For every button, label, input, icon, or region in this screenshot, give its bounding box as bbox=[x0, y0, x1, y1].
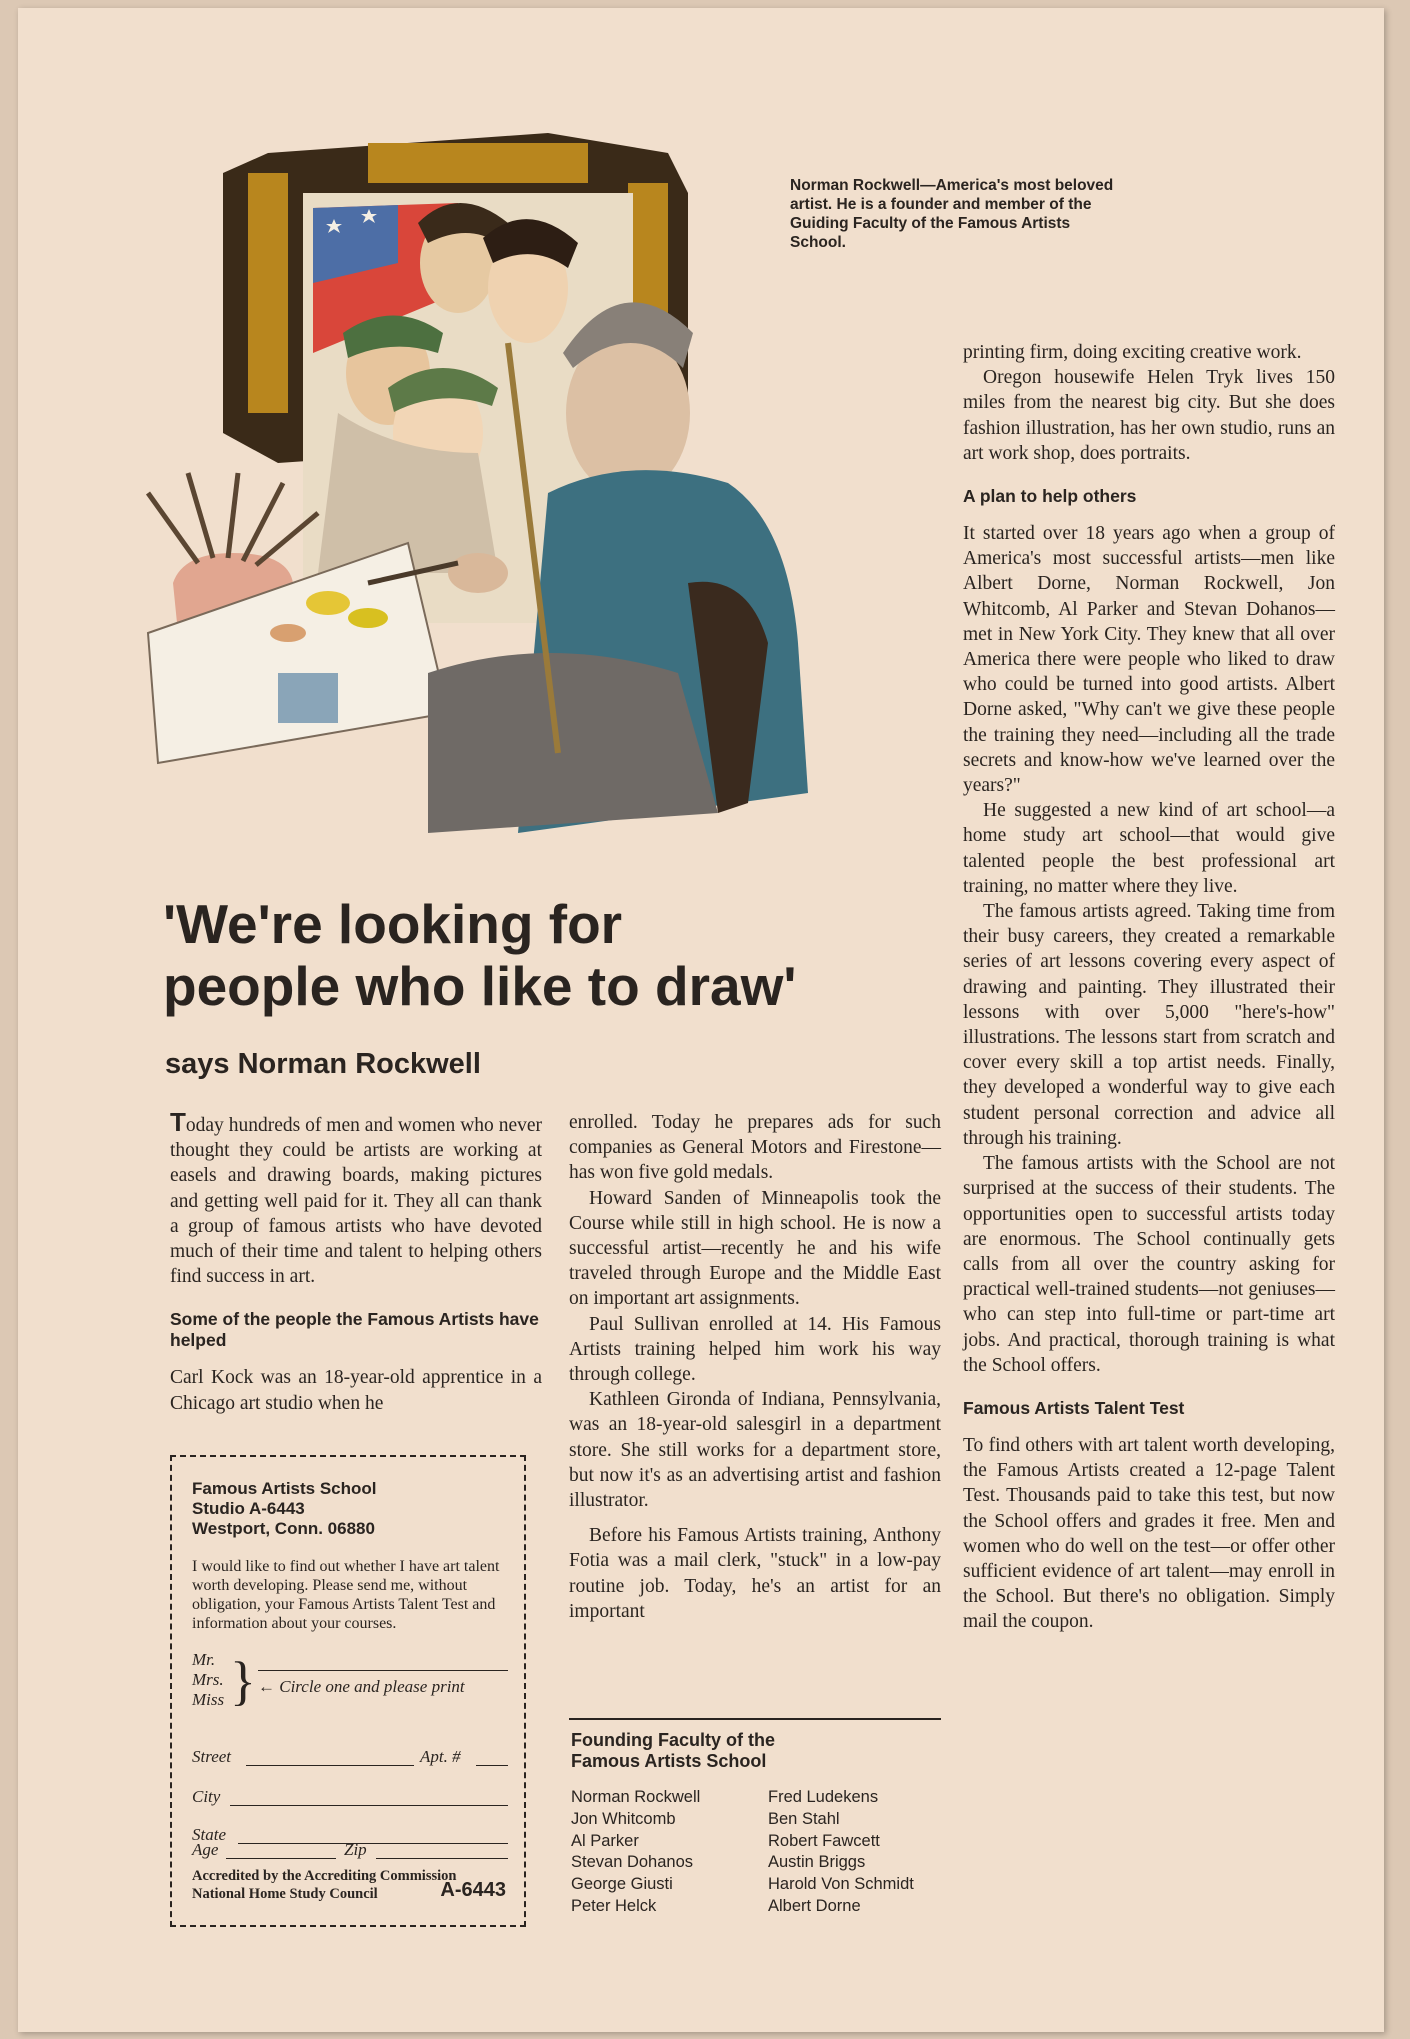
headline-line-1: 'We're looking for bbox=[163, 893, 623, 955]
mail-in-coupon[interactable] bbox=[170, 1455, 526, 1927]
section-heading-people-helped: Some of the people the Famous Artists have helped bbox=[170, 1309, 539, 1351]
paragraph-howard-sanden: Howard Sanden of Minneapolis took the Course while still in high school. He is now a successful artist—recently he and his wife traveled through Europe and the Middle East on important art assignments. bbox=[569, 1187, 941, 1310]
faculty-name: Stevan Dohanos bbox=[571, 1853, 694, 1872]
title-mr[interactable]: Mr. bbox=[192, 1650, 216, 1669]
accreditation-line-1: Accredited by the Accrediting Commission bbox=[192, 1868, 457, 1884]
apt-label: Apt. # bbox=[420, 1747, 461, 1766]
paragraph-helen-tryk: Oregon housewife Helen Tryk lives 150 miles from the nearest big city. But she does fashion illustration, has her own studio, runs an art work shop, does portraits. bbox=[963, 367, 1335, 464]
section-heading-plan: A plan to help others bbox=[963, 486, 1137, 507]
magazine-page bbox=[18, 8, 1384, 2032]
paragraph-origin: It started over 18 years ago when a group of America's most successful artists—men like Albert Dorne, Norman Rockwell, Jon Whitcomb, Al Parker and Stevan Dohanos—met in New York City. They knew that all over America there were people who liked to draw who could be turned into good artists. Albert Dorne asked, "Why can't we give these people the training they need—including all the trade secrets and know-how we've learned over the years?" bbox=[963, 523, 1335, 797]
faculty-divider bbox=[569, 1718, 941, 1720]
paragraph-lessons: The famous artists agreed. Taking time from their busy careers, they created a remarkable series of art lessons covering every aspect of drawing and painting. They illustrated their lessons with over 5,000 "here's-how" illustrations. The lessons start from scratch and cover every skill a top artist needs. Finally, they developed a wonderful way to give each student personal correction and advice all through his training. bbox=[963, 901, 1335, 1149]
accreditation-note bbox=[192, 1867, 456, 1903]
subhead: says Norman Rockwell bbox=[165, 1048, 481, 1080]
paragraph-carl-kock: Carl Kock was an 18-year-old apprentice in a Chicago art studio when he bbox=[170, 1367, 542, 1414]
paragraph-carl-kock-cont: enrolled. Today he prepares ads for such companies as General Motors and Firestone—has won five gold medals. bbox=[569, 1112, 941, 1184]
faculty-name: Harold Von Schmidt bbox=[768, 1875, 914, 1894]
illustration-caption bbox=[790, 176, 1130, 252]
caption-lead: Norman Rockwell bbox=[790, 177, 921, 194]
faculty-name: Ben Stahl bbox=[768, 1809, 840, 1828]
title-brace: } bbox=[230, 1651, 256, 1711]
city-field[interactable] bbox=[230, 1787, 508, 1806]
paragraph-home-study: He suggested a new kind of art school—a home study art school—that would give talented people the best professional art training, no matter where they live. bbox=[963, 800, 1335, 897]
headline-line-2: people who like to draw' bbox=[163, 955, 797, 1017]
coupon-request-text: I would like to find out whether I have art talent worth developing. Please send me, without obligation, your Famous Artists Talent Test and information about your courses. bbox=[192, 1558, 500, 1632]
paragraph-opportunities: The famous artists with the School are not surprised at the success of their students. The opportunities open to successful artists today are enormous. The School continually gets calls from all over the country asking for practical well-trained students—not geniuses—who can step into full-time or part-time art jobs. And practical, thorough training is what the School offers. bbox=[963, 1153, 1335, 1376]
faculty-heading-line-2: Famous Artists School bbox=[571, 1751, 767, 1771]
zip-label: Zip bbox=[344, 1840, 367, 1859]
faculty-name: Jon Whitcomb bbox=[571, 1809, 676, 1828]
coupon-address bbox=[192, 1479, 377, 1539]
column-3 bbox=[963, 340, 1335, 1635]
city-label: City bbox=[192, 1787, 221, 1806]
zip-field[interactable] bbox=[376, 1840, 508, 1859]
accreditation-line-2: National Home Study Council bbox=[192, 1886, 378, 1902]
intro-text: oday hundreds of men and women who never thought they could be artists are working at easels and drawing boards, making pictures and getting well paid for it. They all can thank a group of famous artists who have devoted much of their time and talent to helping others find success in art. bbox=[170, 1115, 542, 1288]
paragraph-anthony-fotia: Before his Famous Artists training, Anthony Fotia was a mail clerk, "stuck" in a low-pay routine job. Today, he's an artist for an important bbox=[569, 1525, 941, 1622]
column-1 bbox=[170, 1107, 542, 1416]
title-miss[interactable]: Miss bbox=[192, 1690, 225, 1709]
column-2 bbox=[569, 1110, 941, 1624]
faculty-name: Al Parker bbox=[571, 1831, 639, 1850]
faculty-list-left bbox=[571, 1787, 700, 1918]
age-field[interactable] bbox=[226, 1840, 336, 1859]
faculty-name: Albert Dorne bbox=[768, 1896, 861, 1915]
street-label: Street bbox=[192, 1747, 232, 1766]
drop-cap: T bbox=[170, 1107, 186, 1137]
paragraph-anthony-fotia-cont: printing firm, doing exciting creative work. bbox=[963, 342, 1302, 363]
faculty-name: Peter Helck bbox=[571, 1896, 657, 1915]
caption-text: —America's most beloved artist. He is a founder and member of the Guiding Faculty of the Famous Artists School. bbox=[790, 177, 1114, 251]
coupon-school-name: Famous Artists School bbox=[192, 1479, 377, 1498]
intro-paragraph bbox=[170, 1107, 542, 1289]
paragraph-paul-sullivan: Paul Sullivan enrolled at 14. His Famous Artists training helped him work his way through college. bbox=[569, 1313, 941, 1386]
faculty-list-right bbox=[768, 1787, 914, 1918]
circle-instruction: ← Circle one and please print bbox=[258, 1677, 465, 1696]
section-heading-talent-test: Famous Artists Talent Test bbox=[963, 1397, 1185, 1418]
faculty-heading bbox=[571, 1730, 775, 1772]
street-field[interactable] bbox=[246, 1747, 414, 1766]
name-field[interactable] bbox=[258, 1670, 508, 1671]
title-mrs[interactable]: Mrs. bbox=[192, 1670, 224, 1689]
paragraph-talent-test: To find others with art talent worth developing, the Famous Artists created a 12-page Talent Test. Thousands paid to take this test, but now the School offers and grades it free. Men and women who do well on the test—or offer other sufficient evidence of art talent—may enroll in the School. But there's no obligation. Simply mail the coupon. bbox=[963, 1434, 1335, 1633]
age-label: Age bbox=[192, 1840, 219, 1859]
faculty-heading-line-1: Founding Faculty of the bbox=[571, 1730, 775, 1750]
coupon-studio: Studio A-6443 bbox=[192, 1499, 305, 1518]
apt-field[interactable] bbox=[476, 1747, 508, 1766]
faculty-name: Robert Fawcett bbox=[768, 1831, 880, 1850]
paragraph-kathleen-gironda: Kathleen Gironda of Indiana, Pennsylvania, was an 18-year-old salesgirl in a department store. She still works for a department store, but now it's as an advertising artist and fashion illustrator. bbox=[569, 1389, 941, 1512]
coupon-city: Westport, Conn. 06880 bbox=[192, 1519, 375, 1538]
state-label: State bbox=[192, 1825, 226, 1844]
faculty-name: George Giusti bbox=[571, 1875, 673, 1894]
faculty-name: Norman Rockwell bbox=[571, 1788, 701, 1806]
faculty-name: Austin Briggs bbox=[768, 1853, 866, 1872]
headline bbox=[163, 893, 883, 1017]
faculty-name: Fred Ludekens bbox=[768, 1788, 879, 1806]
coupon-code: A-6443 bbox=[440, 1879, 506, 1901]
